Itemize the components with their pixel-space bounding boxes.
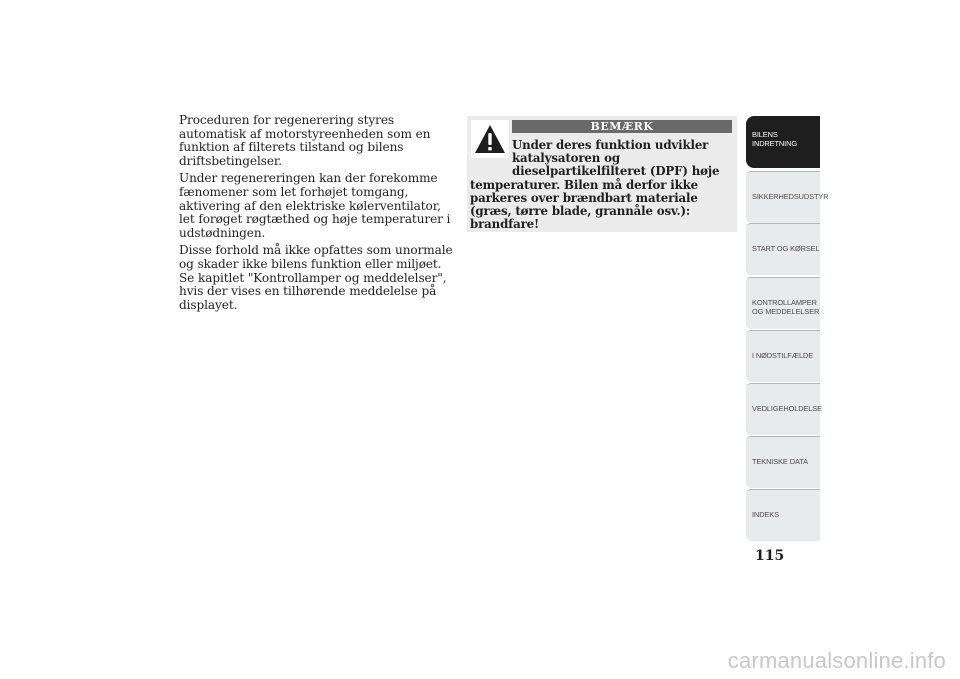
note-text-wrap [470,139,734,231]
tab-i-nodstilfaelde[interactable]: I NØDSTILFÆLDE [746,330,820,382]
tab-tekniske-data[interactable]: TEKNISKE DATA [746,436,820,488]
tab-bilens-indretning[interactable]: BILENS INDRETNING [746,116,820,168]
tab-kontrollamper[interactable]: KONTROLLAMPER OG MEDDELELSER [746,277,820,329]
tab-sikkerhedsudstyr[interactable]: SIKKERHEDSUDSTYR [746,171,820,223]
page-number: 115 [755,548,785,564]
tab-vedligeholdelse[interactable]: VEDLIGEHOLDELSE [746,383,820,435]
body-text [179,114,455,316]
watermark: carmanualsonline.info [727,648,946,673]
tab-indeks[interactable]: INDEKS [746,489,820,541]
paragraph-1: Proceduren for regenerering styres automatisk af motorstyreenheden som en funktion af filterets tilstand og bilens driftsbetingelser. [179,113,431,168]
note-text: Under deres funktion udvikler katalysatoren og dieselpartikelfilteret (DPF) høje temperaturer. Bilen må derfor ikke parkeres over brændbart materiale (græs, tørre blade, grannåle osv.): brandfare! [470,138,720,232]
paragraph-3: Disse forhold må ikke opfattes som unormale og skader ikke bilens funktion eller miljøet. Se kapitlet "Kontrollamper og meddelelser", hvis der vises en tilhørende meddelelse på displayet. [179,243,453,312]
note-header: BEMÆRK [512,120,732,133]
tab-start-og-korsel[interactable]: START OG KØRSEL [746,223,820,275]
note-box [467,116,737,232]
paragraph-2: Under regenereringen kan der forekomme fænomener som let forhøjet tomgang, aktivering af den elektriske kølerventilator, let forøget røgtæthed og høje temperaturer i udstødningen. [179,171,451,240]
